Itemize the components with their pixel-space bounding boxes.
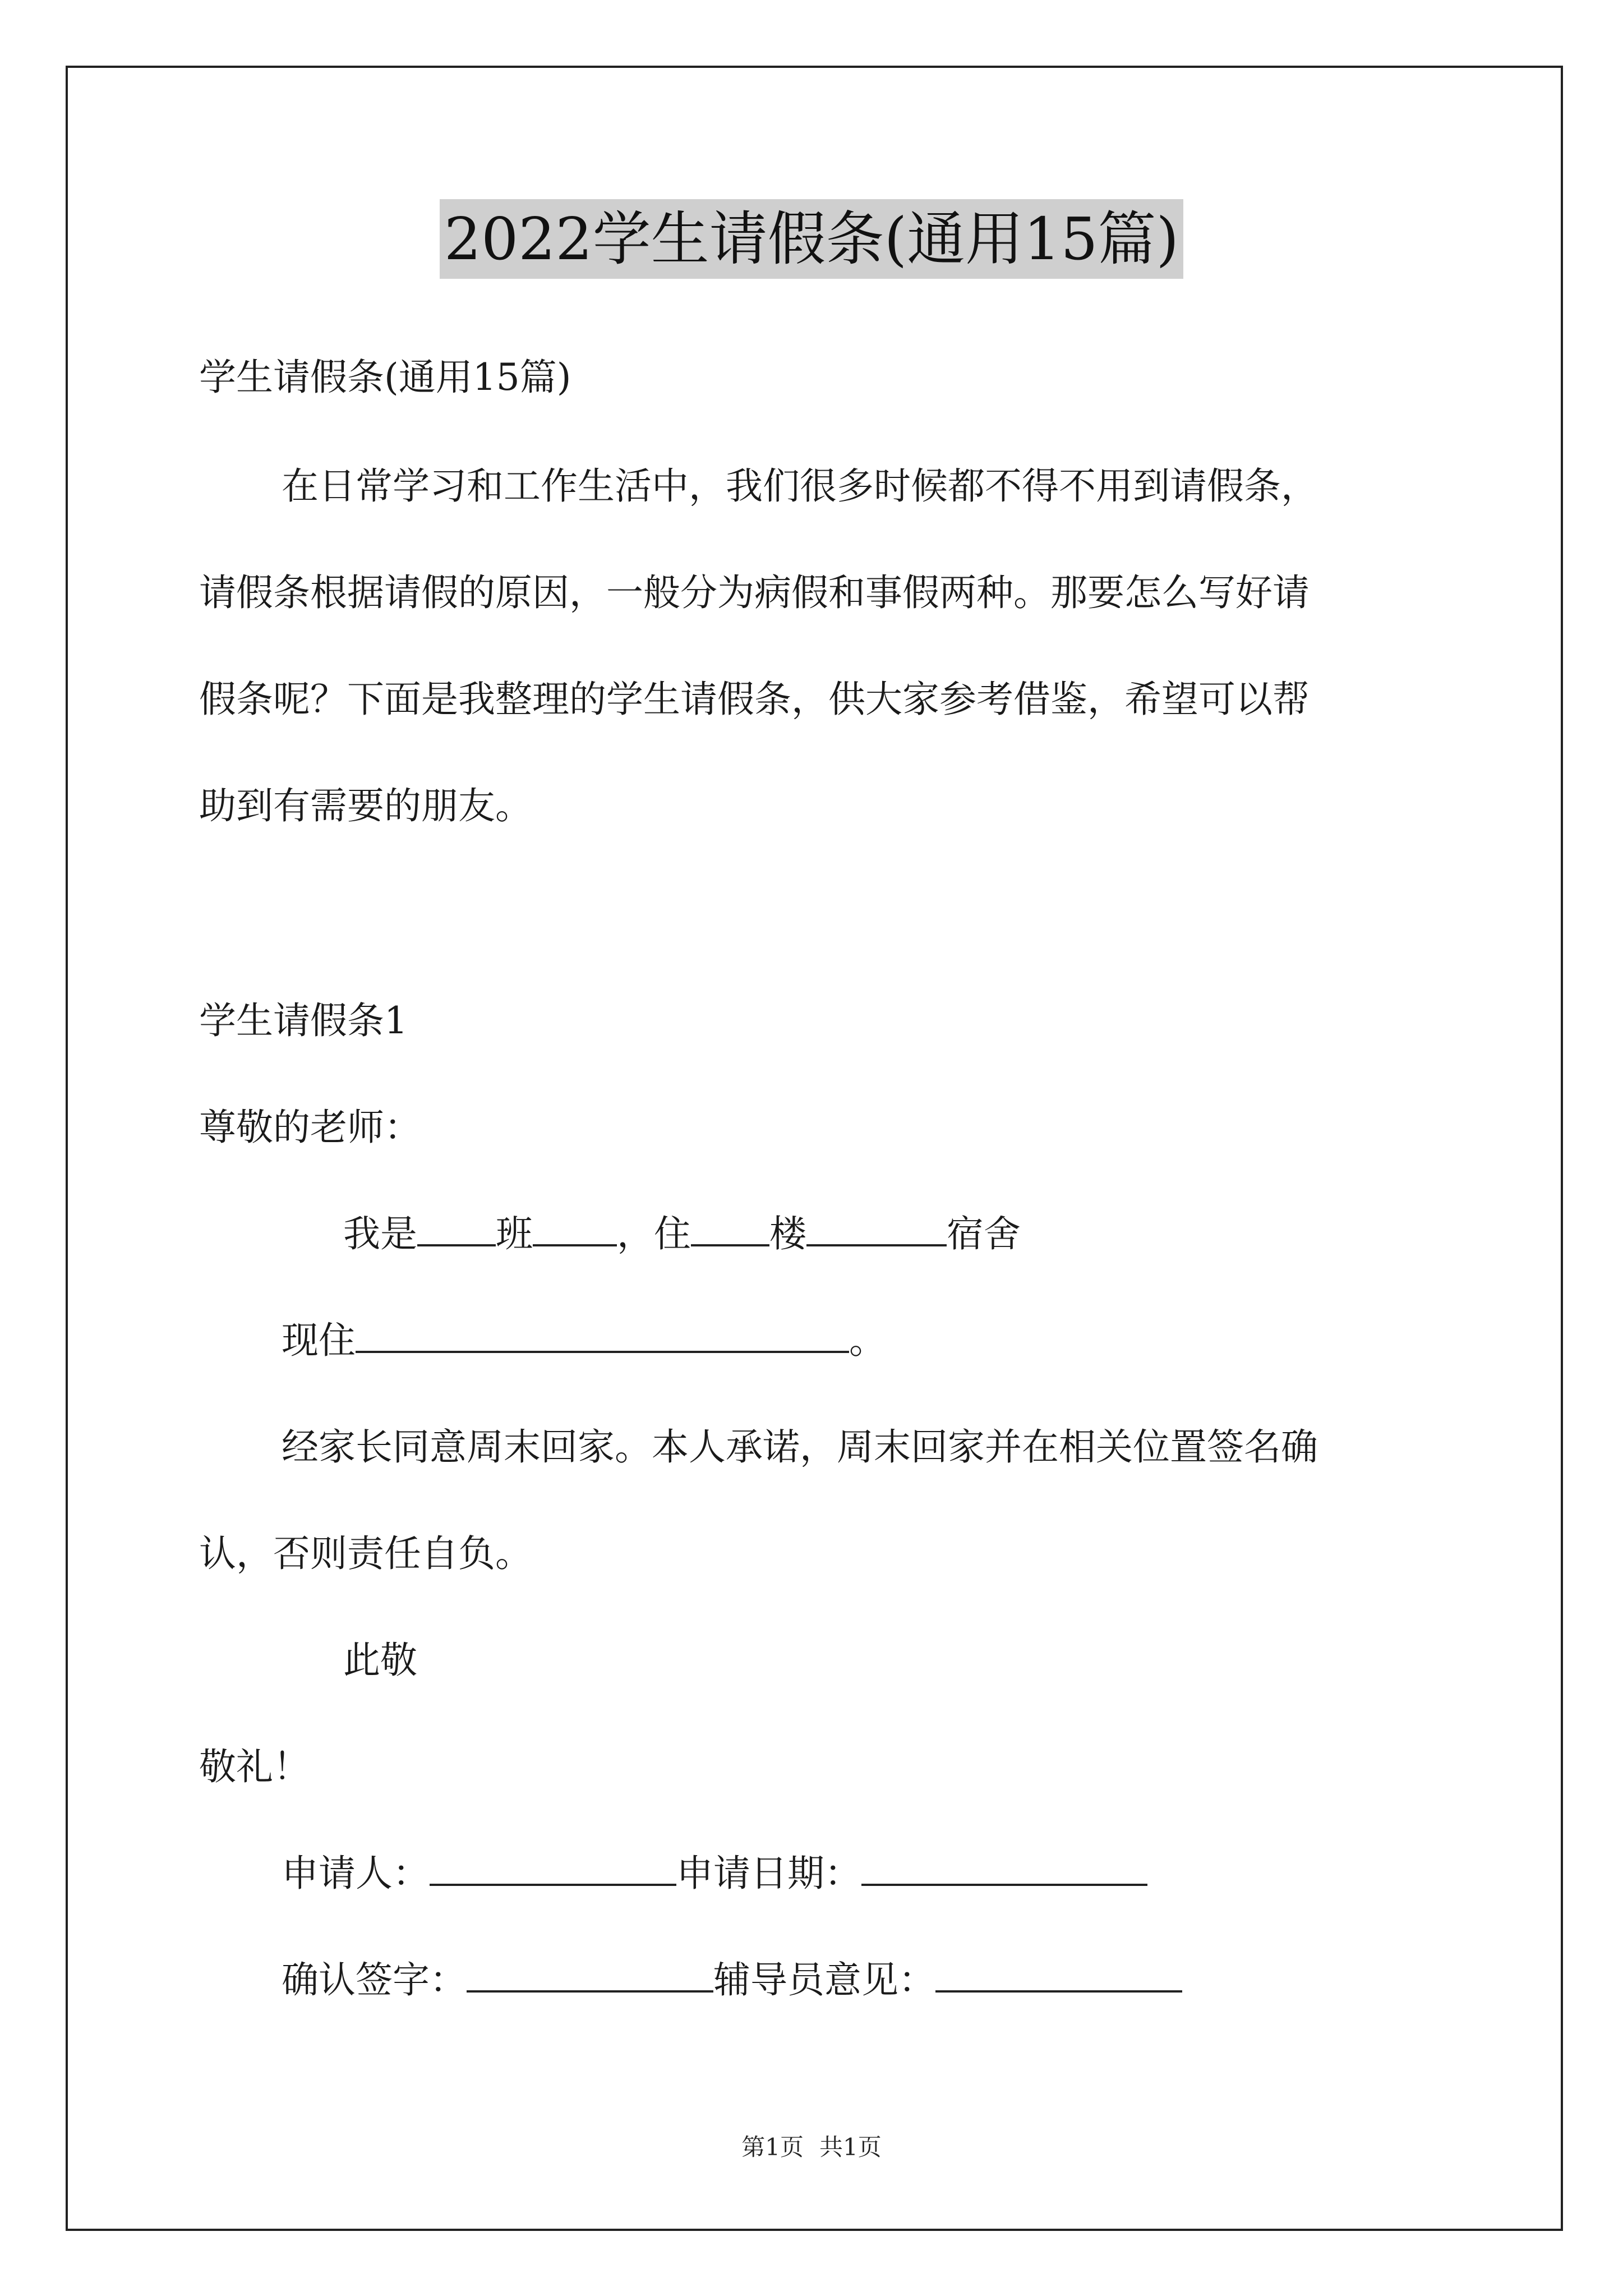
counselor-opinion-blank[interactable] [935, 1955, 1182, 1993]
form-line-address [282, 1315, 886, 1366]
page-total: 共1页 [819, 2133, 882, 2161]
form-label-class: 班 [496, 1212, 533, 1255]
form-label-dorm: 宿舍 [947, 1212, 1021, 1255]
subtitle: 学生请假条(通用15篇) [199, 356, 571, 399]
salutation: 尊敬的老师： [199, 1106, 421, 1149]
dorm-blank[interactable] [806, 1209, 947, 1246]
apply-date-blank[interactable] [861, 1849, 1147, 1886]
building-blank[interactable] [691, 1209, 769, 1246]
applicant-blank[interactable] [430, 1849, 676, 1886]
form-label-building: 楼 [769, 1212, 806, 1255]
form-line-class-dorm [343, 1209, 1021, 1259]
form-label-i-am: 我是 [343, 1212, 417, 1255]
class-number-blank[interactable] [533, 1209, 617, 1246]
closing-jingli: 敬礼！ [199, 1745, 310, 1788]
section-heading: 学生请假条1 [199, 999, 408, 1042]
intro-line-3: 假条呢？下面是我整理的学生请假条，供大家参考借鉴，希望可以帮 [199, 678, 1310, 721]
page-number: 第1页 [741, 2133, 804, 2161]
body-line-2: 认，否则责任自负。 [199, 1532, 532, 1575]
form-label-period: 。 [849, 1319, 886, 1362]
applicant-label: 申请人： [282, 1852, 430, 1895]
confirm-signature-blank[interactable] [467, 1955, 713, 1993]
intro-line-4: 助到有需要的朋友。 [199, 784, 532, 827]
address-blank[interactable] [356, 1316, 849, 1353]
intro-line-1: 在日常学习和工作生活中，我们很多时候都不得不用到请假条， [282, 464, 1318, 508]
apply-date-label: 申请日期： [676, 1852, 861, 1895]
sign-line-confirm [282, 1955, 1182, 2005]
closing-cijing: 此敬 [343, 1639, 417, 1682]
form-label-live: ，住 [617, 1212, 691, 1255]
class-blank[interactable] [417, 1209, 496, 1246]
body-line-1: 经家长同意周末回家。本人承诺，周末回家并在相关位置签名确 [282, 1425, 1318, 1469]
counselor-opinion-label: 辅导员意见： [713, 1958, 935, 2001]
document-title-wrap [0, 199, 1623, 279]
page-footer [0, 2132, 1623, 2163]
form-label-current-address: 现住 [282, 1319, 356, 1362]
sign-line-applicant [282, 1848, 1147, 1899]
confirm-signature-label: 确认签字： [282, 1958, 467, 2001]
intro-line-2: 请假条根据请假的原因，一般分为病假和事假两种。那要怎么写好请 [199, 571, 1310, 614]
document-title: 2022学生请假条(通用15篇) [440, 199, 1183, 279]
